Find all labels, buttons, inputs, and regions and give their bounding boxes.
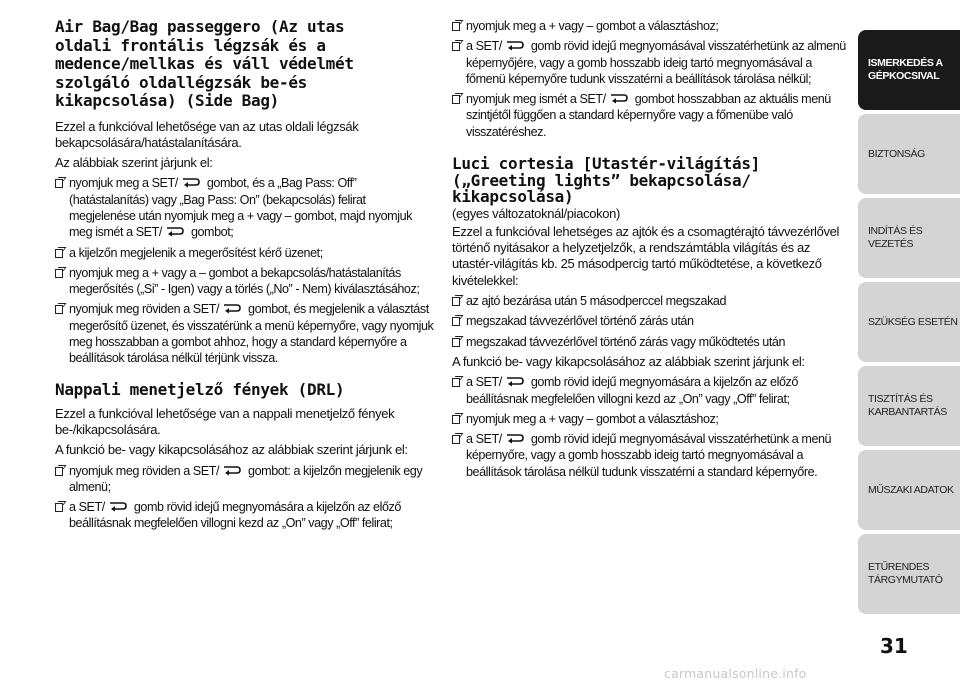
checkbox-icon bbox=[55, 269, 63, 278]
chapter-tabs bbox=[858, 30, 960, 630]
step-text: nyomjuk meg röviden a SET/ bbox=[69, 463, 219, 478]
luci-exception-1 bbox=[452, 293, 852, 309]
airbag-heading: Air Bag/Bag passeggero (Az utas oldali frontális légzsák és a medence/mellkas és váll védelmét szolgáló oldallégzsák be-és kikapcsolása) (Side Bag) bbox=[55, 17, 354, 110]
step-text: gomb rövid idejű megnyomásával visszatérhetünk a menü képernyőre, vagy a gomb hosszabb ideig tartó megnyomásával a beállítások tárolása nélkül tudunk visszatérni a standard képernyőre. bbox=[466, 432, 832, 479]
set-button-arrow-icon bbox=[221, 303, 243, 314]
right-column bbox=[452, 18, 852, 484]
step-text: gomb rövid idejű megnyomásával visszatérhetünk az almenü képernyőjére, vagy a gomb hosszabb ideig tartó megnyomásával a főmenü képernyőre tudunk visszatérni a beállítások tárolása nélkül; bbox=[466, 39, 846, 86]
step-text: gomb rövid idejű megnyomására a kijelzőn az előző beállításnak megfelelően villogni kezd az „On” vagy „Off” felirat; bbox=[69, 500, 401, 531]
step-text: nyomjuk meg röviden a SET/ bbox=[69, 302, 219, 317]
checkbox-icon bbox=[452, 317, 460, 326]
luci-exception-2 bbox=[452, 313, 852, 329]
step-text: a SET/ bbox=[466, 39, 502, 54]
luci-heading: Luci cortesia [Utastér-világítás] („Greeting lights” bekapcsolása/ kikapcsolása) bbox=[452, 154, 760, 207]
set-button-arrow-icon bbox=[180, 177, 202, 188]
set-button-arrow-icon bbox=[164, 226, 186, 237]
tab-label: ISMERKEDÉS A bbox=[868, 57, 943, 69]
set-button-arrow-icon bbox=[221, 465, 243, 476]
tab-inditas-es-vezetes[interactable] bbox=[858, 198, 960, 278]
airbag-step-1 bbox=[55, 175, 435, 240]
step-text: nyomjuk meg ismét a SET/ bbox=[466, 92, 606, 107]
top-step-2 bbox=[452, 38, 852, 87]
tab-label: MŰSZAKI ADATOK bbox=[868, 483, 954, 496]
luci-exception-3 bbox=[452, 334, 852, 350]
luci-step-3 bbox=[452, 431, 852, 480]
drl-intro: Ezzel a funkcióval lehetősége van a nappali menetjelző fények be-/kikapcsolására. bbox=[55, 405, 395, 437]
luci-step-1 bbox=[452, 374, 852, 407]
tab-label: KARBANTARTÁS bbox=[868, 406, 947, 418]
step-text: gombot: a kijelzőn megjelenik egy almenü; bbox=[69, 463, 423, 494]
tab-label: INDÍTÁS ÉS VEZETÉS bbox=[868, 225, 923, 250]
step-text: megszakad távvezérlővel történő zárás után bbox=[466, 314, 694, 329]
airbag-step-4 bbox=[55, 301, 435, 366]
set-button-arrow-icon bbox=[504, 376, 526, 387]
top-step-1 bbox=[452, 18, 852, 34]
checkbox-icon bbox=[452, 435, 460, 444]
tab-label: BIZTONSÁG bbox=[868, 147, 925, 160]
airbag-step-3 bbox=[55, 265, 435, 298]
tab-label: ETŰRENDES bbox=[868, 561, 930, 573]
drl-step-1 bbox=[55, 463, 435, 496]
checkbox-icon bbox=[452, 297, 460, 306]
checkbox-icon bbox=[452, 415, 460, 424]
tab-biztonsag[interactable] bbox=[858, 114, 960, 194]
step-text: nyomjuk meg a + vagy a – gombot a bekapcsolás/hatástalanítás megerősítés („Si” - Igen) vagy a törlés („No” - Nem) kiválasztásához; bbox=[69, 265, 420, 297]
checkbox-icon bbox=[55, 305, 63, 314]
step-text: gombot, és a „Bag Pass: Off” (hatástalanítás) vagy „Bag Pass: On” (bekapcsolás) felirat megjelenése után nyomjuk meg a + vagy – gombot, majd nyomjuk meg ismét a SET/ bbox=[69, 176, 412, 240]
airbag-steps-intro: Az alábbiak szerint járjunk el: bbox=[55, 155, 213, 171]
drl-step-2 bbox=[55, 499, 435, 532]
luci-steps-intro: A funkció be- vagy kikapcsolásához az alábbiak szerint járjunk el: bbox=[452, 353, 805, 369]
luci-subtitle: (egyes változatoknál/piacokon) bbox=[452, 205, 620, 221]
checkbox-icon bbox=[452, 378, 460, 387]
page-number: 31 bbox=[880, 634, 908, 658]
checkbox-icon bbox=[452, 42, 460, 51]
checkbox-icon bbox=[55, 467, 63, 476]
step-text: gombot, és megjelenik a választást megerősítő üzenet, és visszatérünk a menü képernyőre, vagy nyomjuk meg hosszabban a gombot ahhoz, hogy a standard képernyőre a beállítások tárolása nélkül térjünk vissza. bbox=[69, 302, 434, 366]
step-text: a SET/ bbox=[466, 375, 502, 390]
checkbox-icon bbox=[452, 95, 460, 104]
airbag-intro: Ezzel a funkcióval lehetősége van az utas oldali légzsák bekapcsolására/hatástalanítására. bbox=[55, 118, 359, 150]
set-button-arrow-icon bbox=[608, 93, 630, 104]
watermark: carmanualsonline.info bbox=[664, 666, 807, 681]
step-text: nyomjuk meg a + vagy – gombot a választáshoz; bbox=[466, 411, 719, 426]
luci-step-2 bbox=[452, 411, 852, 427]
set-button-arrow-icon bbox=[504, 40, 526, 51]
tab-label: TISZTÍTÁS ÉS bbox=[868, 393, 933, 405]
top-step-3 bbox=[452, 91, 852, 140]
tab-ismerkedes[interactable] bbox=[858, 30, 960, 110]
left-column bbox=[55, 18, 435, 536]
checkbox-icon bbox=[452, 22, 460, 31]
checkbox-icon bbox=[55, 503, 63, 512]
tab-label: TÁRGYMUTATÓ bbox=[868, 574, 943, 586]
tab-szukseg-eseten[interactable] bbox=[858, 282, 960, 362]
tab-muszaki-adatok[interactable] bbox=[858, 450, 960, 530]
drl-heading: Nappali menetjelző fények (DRL) bbox=[55, 379, 345, 399]
set-button-arrow-icon bbox=[504, 433, 526, 444]
airbag-step-2 bbox=[55, 245, 435, 261]
step-text: a kijelzőn megjelenik a megerősítést kérő üzenet; bbox=[69, 245, 323, 260]
checkbox-icon bbox=[452, 338, 460, 347]
drl-steps-intro: A funkció be- vagy kikapcsolásához az alábbiak szerint járjunk el: bbox=[55, 442, 408, 458]
checkbox-icon bbox=[55, 179, 63, 188]
tab-targymutato[interactable] bbox=[858, 534, 960, 614]
set-button-arrow-icon bbox=[107, 501, 129, 512]
step-text: nyomjuk meg a SET/ bbox=[69, 176, 178, 191]
step-text: gombot hosszabban az aktuális menü szintjétől függően a standard képernyőre vagy a főmenübe való visszatéréshez. bbox=[466, 92, 831, 139]
step-text: az ajtó bezárása után 5 másodperccel megszakad bbox=[466, 294, 727, 309]
tab-label: GÉPKOCSIVAL bbox=[868, 70, 940, 82]
tab-tisztitas-es-karbantartas[interactable] bbox=[858, 366, 960, 446]
checkbox-icon bbox=[55, 249, 63, 258]
step-text: gomb rövid idejű megnyomására a kijelzőn az előző beállításnak megfelelően villogni kezd az „On” vagy „Off” felirat; bbox=[466, 375, 798, 406]
luci-intro: Ezzel a funkcióval lehetséges az ajtók és a csomagtérajtó távvezérlővel történő nyitásakor a helyzetjelzők, a rendszámtábla világítás és az utastér-világítás kb. 25 másodpercig tartó működtetése, a következő kivételekkel: bbox=[452, 223, 840, 288]
step-text: a SET/ bbox=[466, 432, 502, 447]
step-text: megszakad távvezérlővel történő zárás vagy működtetés után bbox=[466, 334, 786, 349]
step-text: nyomjuk meg a + vagy – gombot a választáshoz; bbox=[466, 19, 719, 33]
step-text: a SET/ bbox=[69, 500, 105, 515]
step-text: gombot; bbox=[187, 225, 234, 240]
tab-label: SZÜKSÉG ESETÉN bbox=[868, 315, 958, 328]
